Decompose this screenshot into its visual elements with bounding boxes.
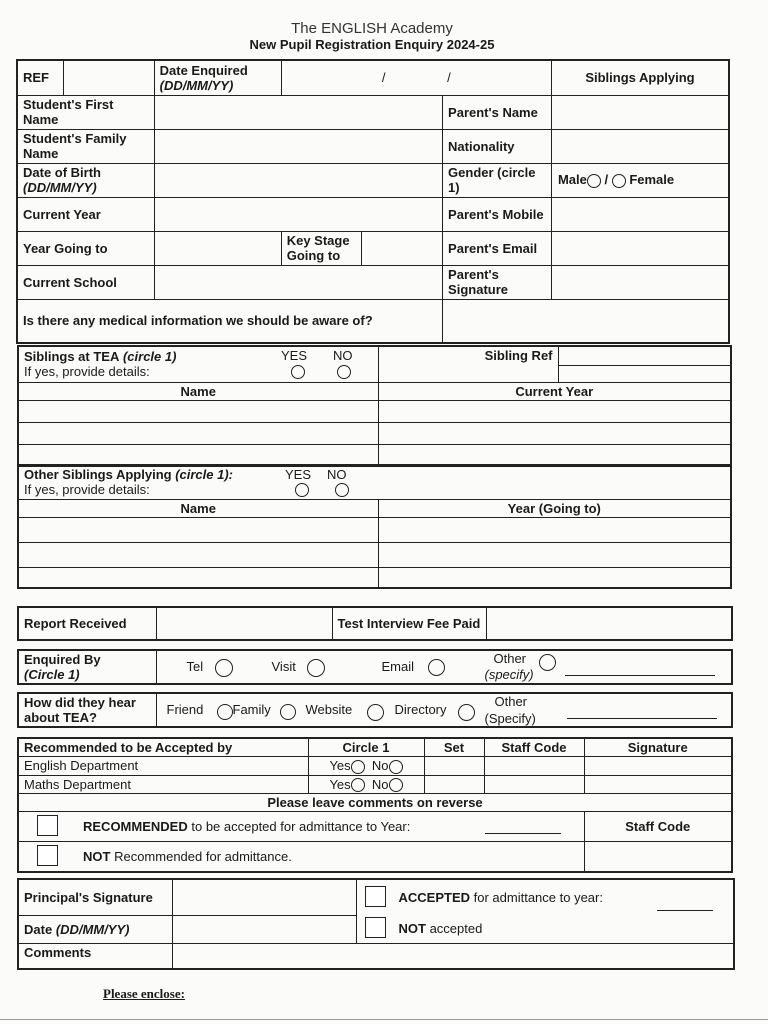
maths-yes-radio[interactable] <box>351 778 365 792</box>
siblings-applying-label: Siblings Applying <box>551 60 729 95</box>
comments-label: Comments <box>18 943 172 969</box>
directory-radio[interactable] <box>458 704 475 721</box>
current-school-label: Current School <box>17 265 154 299</box>
other-sibling-name-field[interactable] <box>18 567 378 588</box>
accepted-checkbox[interactable] <box>365 886 386 907</box>
page-edge-divider <box>0 1019 768 1020</box>
staff-code-col-header: Staff Code <box>484 738 584 757</box>
other-siblings-yes-label: YES <box>285 467 312 482</box>
specify-label: (specify) <box>484 667 534 682</box>
website-radio[interactable] <box>367 704 384 721</box>
accepted-row <box>356 879 734 915</box>
siblings-yes-radio[interactable] <box>291 365 305 379</box>
not-recommended-row <box>18 842 584 872</box>
year-going-to-field[interactable] <box>154 231 281 265</box>
medical-field[interactable] <box>443 299 729 343</box>
ref-field[interactable] <box>63 60 154 95</box>
student-details-table <box>16 59 730 344</box>
other-siblings-yes-radio[interactable] <box>295 483 309 497</box>
test-fee-field[interactable] <box>486 607 732 640</box>
recommended-col-header: Recommended to be Accepted by <box>18 738 308 757</box>
student-first-name-label: Student's First Name <box>17 95 154 129</box>
report-received-field[interactable] <box>156 607 332 640</box>
other-sibling-name-field[interactable] <box>18 542 378 567</box>
sibling-year-field[interactable] <box>378 444 731 466</box>
principal-date-field[interactable] <box>172 915 356 943</box>
form-title: New Pupil Registration Enquiry 2024-25 <box>249 37 495 52</box>
other-radio[interactable] <box>539 654 556 671</box>
maths-no-radio[interactable] <box>389 778 403 792</box>
other-siblings-no-label: NO <box>327 467 347 482</box>
other-heard-label: Other <box>494 694 528 709</box>
recommended-row <box>18 812 584 842</box>
academy-name: The ENGLISH Academy <box>291 20 453 37</box>
signature-col-header: Signature <box>584 738 732 757</box>
dob-label: Date of Birth (DD/MM/YY) <box>17 163 154 197</box>
staff-code-field[interactable] <box>584 842 732 872</box>
sibling-name-field[interactable] <box>18 444 378 466</box>
nationality-label: Nationality <box>443 129 552 163</box>
sibling-ref-field[interactable] <box>558 346 731 382</box>
other-sibling-name-field[interactable] <box>18 517 378 542</box>
date-enquired-field[interactable]: / / <box>281 60 551 95</box>
not-accepted-text: NOT accepted <box>398 921 483 936</box>
website-label: Website <box>305 702 353 717</box>
other-siblings-no-radio[interactable] <box>335 483 349 497</box>
parents-signature-label: Parent's Signature <box>443 265 552 299</box>
directory-label: Directory <box>394 702 447 717</box>
female-radio[interactable] <box>612 174 626 188</box>
tel-radio[interactable] <box>215 659 233 677</box>
ref-label: REF <box>17 60 63 95</box>
student-first-name-field[interactable] <box>154 95 442 129</box>
english-dept-label: English Department <box>18 757 308 776</box>
visit-label: Visit <box>271 659 296 674</box>
report-received-label: Report Received <box>18 607 156 640</box>
maths-circle-options: Yes No <box>308 775 424 794</box>
principal-signature-label: Principal's Signature <box>18 879 172 915</box>
other-siblings-table <box>17 464 732 589</box>
test-fee-label: Test Interview Fee Paid <box>332 607 486 640</box>
how-heard-options <box>156 693 732 727</box>
principal-signature-field[interactable] <box>172 879 356 915</box>
email-label: Email <box>381 659 415 674</box>
male-radio[interactable] <box>587 174 601 188</box>
english-signature-field[interactable] <box>584 757 732 776</box>
siblings-table <box>17 345 732 467</box>
not-recommended-checkbox[interactable] <box>37 845 58 866</box>
enquired-by-label: Enquired By (Circle 1) <box>18 650 156 684</box>
visit-radio[interactable] <box>307 659 325 677</box>
english-circle-options: Yes No <box>308 757 424 776</box>
email-radio[interactable] <box>428 659 445 676</box>
parents-mobile-field[interactable] <box>551 197 729 231</box>
please-enclose: Please enclose: <box>103 986 185 1001</box>
student-family-name-field[interactable] <box>154 129 442 163</box>
not-accepted-row <box>356 915 734 943</box>
recommended-text: RECOMMENDED to be accepted for admittance to Year: <box>83 819 411 835</box>
heard-specify-field[interactable] <box>567 704 717 719</box>
key-stage-field[interactable] <box>362 231 443 265</box>
maths-dept-label: Maths Department <box>18 775 308 794</box>
gender-label: Gender (circle 1) <box>443 163 552 197</box>
accepted-year-field[interactable] <box>657 890 713 911</box>
sibling-ref-label: Sibling Ref <box>378 346 558 382</box>
principal-date-label: Date (DD/MM/YY) <box>18 915 172 943</box>
accepted-text: ACCEPTED for admittance to year: <box>398 890 603 905</box>
current-year-label: Current Year <box>17 197 154 231</box>
specify-heard-label: (Specify) <box>484 711 536 726</box>
english-yes-radio[interactable] <box>351 760 365 774</box>
siblings-details-label: If yes, provide details: <box>24 364 150 380</box>
english-staff-code-field[interactable] <box>484 757 584 776</box>
siblings-col-current-year: Current Year <box>378 382 731 400</box>
friend-label: Friend <box>166 702 204 717</box>
maths-staff-code-field[interactable] <box>484 775 584 794</box>
set-col-header: Set <box>424 738 484 757</box>
gender-options: Male / Female <box>551 163 729 197</box>
other-sibling-year-field[interactable] <box>378 517 731 542</box>
parents-name-label: Parent's Name <box>443 95 552 129</box>
siblings-col-name: Name <box>18 382 378 400</box>
other-siblings-col-year: Year (Going to) <box>378 499 731 517</box>
siblings-yes-label: YES <box>281 348 308 363</box>
other-sibling-year-field[interactable] <box>378 567 731 588</box>
other-siblings-col-name: Name <box>18 499 378 517</box>
recommended-year-field[interactable] <box>485 818 561 834</box>
staff-code-label: Staff Code <box>584 812 732 842</box>
dob-field[interactable] <box>154 163 442 197</box>
siblings-header: Siblings at TEA (circle 1) If yes, provide details: YES NO <box>18 346 378 382</box>
tel-label: Tel <box>186 659 204 674</box>
recommendation-table <box>17 737 733 873</box>
sibling-name-field[interactable] <box>18 422 378 444</box>
date-enquired-label: Date Enquired (DD/MM/YY) <box>154 60 281 95</box>
principal-table <box>17 878 735 970</box>
how-heard-label: How did they hear about TEA? <box>18 693 156 727</box>
comments-note: Please leave comments on reverse <box>18 794 732 812</box>
other-label: Other <box>493 651 527 666</box>
parents-email-label: Parent's Email <box>443 231 552 265</box>
parents-signature-field[interactable] <box>551 265 729 299</box>
key-stage-label: Key Stage Going to <box>281 231 362 265</box>
sibling-year-field[interactable] <box>378 422 731 444</box>
recommended-checkbox[interactable] <box>37 815 58 836</box>
report-table <box>17 606 733 641</box>
parents-mobile-label: Parent's Mobile <box>443 197 552 231</box>
other-specify-field[interactable] <box>565 661 715 676</box>
siblings-no-radio[interactable] <box>337 365 351 379</box>
nationality-field[interactable] <box>551 129 729 163</box>
other-sibling-year-field[interactable] <box>378 542 731 567</box>
circle-col-header: Circle 1 <box>308 738 424 757</box>
maths-set-field[interactable] <box>424 775 484 794</box>
sibling-name-field[interactable] <box>18 400 378 422</box>
enquired-by-options <box>156 650 732 684</box>
parents-email-field[interactable] <box>551 231 729 265</box>
how-heard-table <box>17 692 733 728</box>
english-no-radio[interactable] <box>389 760 403 774</box>
siblings-no-label: NO <box>333 348 353 363</box>
enquired-by-table <box>17 649 733 685</box>
comments-field[interactable] <box>172 943 734 969</box>
medical-question: Is there any medical information we should be aware of? <box>17 299 443 343</box>
sibling-year-field[interactable] <box>378 400 731 422</box>
family-radio[interactable] <box>280 704 296 720</box>
maths-signature-field[interactable] <box>584 775 732 794</box>
current-year-field[interactable] <box>154 197 442 231</box>
friend-radio[interactable] <box>217 704 233 720</box>
not-recommended-text: NOT Recommended for admittance. <box>83 849 292 865</box>
current-school-field[interactable] <box>154 265 442 299</box>
other-siblings-details-label: If yes, provide details: <box>24 482 150 498</box>
other-siblings-header: Other Siblings Applying (circle 1): If yes, provide details: YES NO <box>18 465 731 499</box>
family-label: Family <box>232 702 271 717</box>
english-set-field[interactable] <box>424 757 484 776</box>
parents-name-field[interactable] <box>551 95 729 129</box>
not-accepted-checkbox[interactable] <box>365 917 386 938</box>
year-going-to-label: Year Going to <box>17 231 154 265</box>
student-family-name-label: Student's Family Name <box>17 129 154 163</box>
